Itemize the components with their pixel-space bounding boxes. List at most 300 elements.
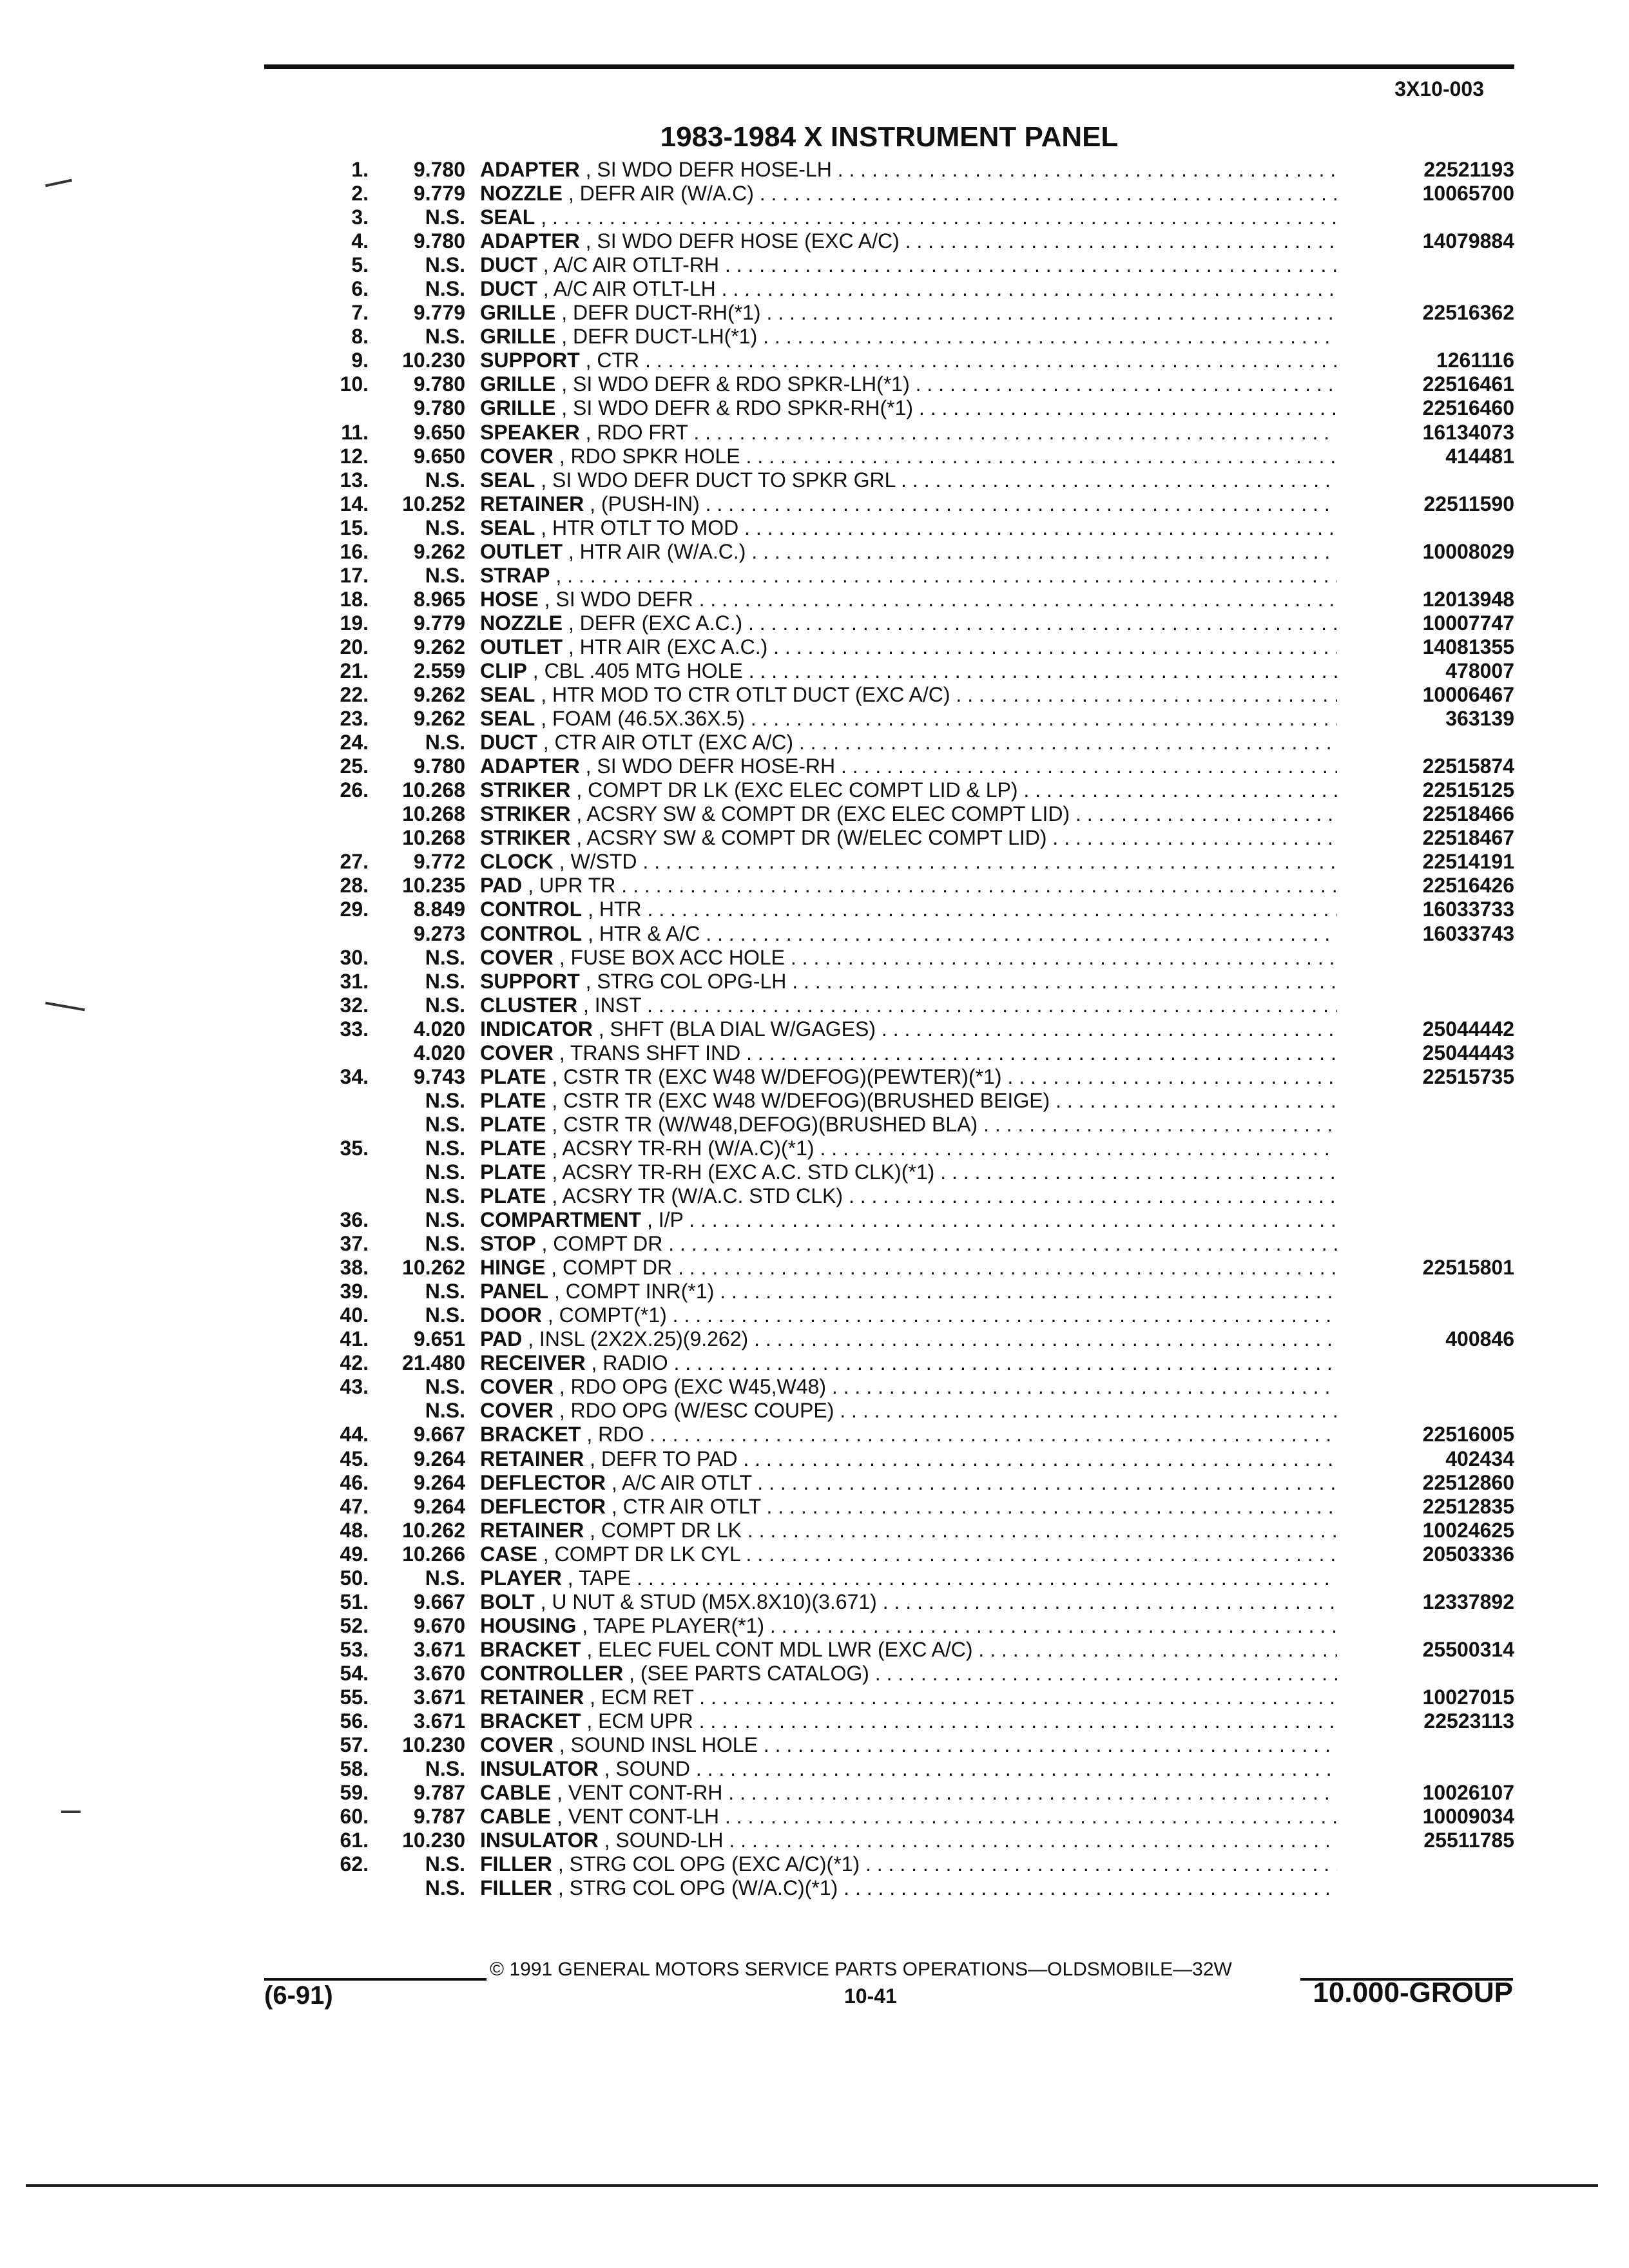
part-name: PLATE [480, 1064, 546, 1088]
part-detail: CTR [597, 349, 640, 372]
part-description [480, 445, 1337, 468]
part-detail: SOUND [615, 1757, 690, 1781]
part-description [480, 1351, 1337, 1375]
item-number: 4. [351, 229, 369, 253]
part-name: RETAINER [480, 492, 584, 515]
part-description [480, 946, 1337, 970]
group-number: 9.670 [413, 1613, 465, 1637]
item-number: 11. [341, 420, 369, 444]
item-number: 15. [340, 515, 369, 539]
group-number: 4.020 [413, 1017, 465, 1041]
name-separator: , [577, 993, 595, 1017]
part-description [480, 1256, 1337, 1280]
item-number: 14. [340, 492, 369, 515]
name-separator: , [584, 492, 601, 515]
part-detail: CTR AIR OTLT [622, 1494, 761, 1518]
name-separator: , [553, 1399, 571, 1423]
part-name: BRACKET [480, 1423, 581, 1446]
group-number: 10.262 [402, 1256, 465, 1280]
part-name: STOP [480, 1232, 536, 1256]
parts-row [322, 922, 1521, 946]
part-detail: CSTR TR (EXC W48 W/DEFOG)(PEWTER)(*1) [563, 1064, 1002, 1088]
part-name: COVER [480, 444, 554, 468]
name-separator: , [582, 921, 599, 945]
name-separator: , [579, 229, 597, 253]
part-name: HINGE [480, 1256, 546, 1280]
group-number: N.S. [425, 206, 465, 229]
item-number: 16. [340, 539, 369, 563]
parts-row [322, 946, 1521, 970]
group-number: 9.262 [413, 635, 465, 658]
part-detail: ACSRY SW & COMPT DR (EXC ELEC COMPT LID) [586, 802, 1070, 826]
part-name: PANEL [480, 1280, 549, 1303]
group-number: N.S. [425, 969, 465, 993]
part-description [480, 1208, 1337, 1232]
part-name: GRILLE [480, 372, 556, 396]
parts-row [322, 1876, 1521, 1900]
part-detail: COMPT DR LK (EXC ELEC COMPT LID & LP) [588, 778, 1018, 802]
part-description [480, 970, 1337, 994]
item-number: 8. [351, 325, 369, 349]
item-number: 21. [340, 658, 369, 682]
name-separator: , [555, 301, 573, 325]
group-number: N.S. [425, 515, 465, 539]
group-number: N.S. [425, 325, 465, 349]
part-description [480, 1805, 1337, 1829]
group-number: 8.849 [413, 898, 465, 921]
part-detail: COMPT DR [553, 1232, 663, 1256]
part-name: COMPARTMENT [480, 1208, 642, 1232]
parts-row [322, 659, 1521, 683]
group-number: 21.480 [402, 1351, 465, 1375]
part-name: ADAPTER [480, 754, 580, 778]
part-detail: ACSRY TR-RH (W/A.C)(*1) [562, 1136, 815, 1160]
name-separator: , [535, 683, 553, 707]
part-detail: RDO OPG (W/ESC COUPE) [570, 1399, 834, 1423]
part-detail: SI WDO DEFR HOSE (EXC A/C) [597, 229, 900, 253]
part-number: 25500314 [1422, 1637, 1514, 1661]
part-detail: DEFR DUCT-LH(*1) [573, 325, 758, 349]
part-number: 22518467 [1422, 826, 1514, 850]
item-number: 9. [351, 349, 369, 372]
item-number: 31. [340, 969, 369, 993]
group-number: 4.020 [413, 1041, 465, 1064]
item-number: 45. [340, 1446, 369, 1470]
part-name: CABLE [480, 1805, 552, 1829]
part-name: INSULATOR [480, 1829, 599, 1852]
part-description [480, 1303, 1337, 1327]
parts-row [322, 1495, 1521, 1519]
name-separator: , [641, 1208, 659, 1232]
group-number: 9.667 [413, 1590, 465, 1613]
page-title: 1983-1984 X INSTRUMENT PANEL [660, 121, 1119, 153]
part-description [480, 540, 1337, 564]
part-detail: CBL .405 MTG HOLE [544, 658, 743, 682]
name-separator: , [537, 1542, 555, 1566]
name-separator: , [592, 1017, 610, 1041]
group-number: 9.262 [413, 539, 465, 563]
item-number: 44. [340, 1423, 369, 1446]
part-detail: U NUT & STUD (M5X.8X10)(3.671) [552, 1590, 877, 1613]
name-separator: , [553, 1375, 571, 1399]
part-number: 22515874 [1422, 754, 1514, 778]
part-description [480, 1017, 1337, 1041]
parts-row [322, 635, 1521, 659]
part-description [480, 1471, 1337, 1495]
parts-row [322, 1327, 1521, 1351]
part-description [480, 1542, 1337, 1566]
part-description [480, 372, 1337, 396]
item-number: 57. [340, 1733, 369, 1757]
item-number: 2. [351, 182, 369, 206]
name-separator: , [538, 587, 556, 611]
item-number: 5. [351, 253, 369, 277]
part-detail: DEFR TO PAD [601, 1446, 738, 1470]
name-separator: , [550, 563, 568, 587]
name-separator: , [553, 444, 571, 468]
group-number: 9.264 [413, 1494, 465, 1518]
name-separator: , [548, 1280, 566, 1303]
item-number: 7. [351, 301, 369, 325]
part-name: COVER [480, 1399, 554, 1423]
name-separator: , [570, 778, 588, 802]
part-number: 22512860 [1422, 1470, 1514, 1494]
part-name: RECEIVER [480, 1351, 586, 1375]
part-description [480, 468, 1337, 492]
parts-row [322, 372, 1521, 396]
name-separator: , [581, 1637, 599, 1661]
part-name: STRAP [480, 563, 550, 587]
part-detail: TAPE PLAYER(*1) [593, 1613, 764, 1637]
name-separator: , [546, 1112, 564, 1136]
part-name: RETAINER [480, 1518, 584, 1542]
item-number: 34. [340, 1064, 369, 1088]
parts-row [322, 994, 1521, 1017]
part-number: 22511590 [1423, 492, 1514, 515]
parts-row [322, 206, 1521, 229]
name-separator: , [561, 1566, 579, 1590]
part-description [480, 1519, 1337, 1542]
item-number: 41. [340, 1327, 369, 1351]
part-name: DUCT [480, 253, 537, 277]
name-separator: , [526, 658, 545, 682]
part-detail: RADIO [602, 1351, 668, 1375]
part-name: CLOCK [480, 850, 554, 874]
part-detail: TAPE [578, 1566, 631, 1590]
parts-row [322, 564, 1521, 588]
part-description [480, 229, 1337, 253]
part-detail: SI WDO DEFR HOSE-LH [597, 158, 832, 181]
group-number: N.S. [425, 1112, 465, 1136]
revision-date: (6-91) [264, 1981, 333, 2010]
group-number: 3.670 [413, 1661, 465, 1685]
part-name: SPEAKER [480, 420, 580, 444]
group-number: 9.262 [413, 683, 465, 707]
part-detail: COMPT(*1) [559, 1303, 667, 1327]
parts-row [322, 1614, 1521, 1638]
part-name: COVER [480, 1733, 554, 1757]
item-number: 12. [340, 444, 369, 468]
part-number: 402434 [1445, 1446, 1514, 1470]
part-description [480, 1137, 1337, 1160]
name-separator: , [553, 945, 571, 969]
parts-row [322, 1017, 1521, 1041]
parts-row [322, 229, 1521, 253]
parts-row [322, 970, 1521, 994]
part-name: STRIKER [480, 778, 571, 802]
part-description [480, 301, 1337, 325]
item-number: 50. [340, 1566, 369, 1590]
part-description [480, 1495, 1337, 1519]
part-description [480, 1184, 1337, 1208]
name-separator: , [570, 802, 587, 826]
name-separator: , [522, 1327, 539, 1351]
part-detail: SI WDO DEFR HOSE-RH [597, 754, 836, 778]
group-number: N.S. [425, 253, 465, 277]
part-name: PLAYER [480, 1566, 562, 1590]
group-number: N.S. [425, 1876, 465, 1900]
item-number: 49. [340, 1542, 369, 1566]
part-description [480, 1781, 1337, 1805]
group-number: N.S. [425, 1757, 465, 1781]
parts-row [322, 1590, 1521, 1614]
parts-row [322, 1542, 1521, 1566]
item-number: 39. [340, 1280, 369, 1303]
part-description [480, 1566, 1337, 1590]
part-name: DUCT [480, 731, 537, 754]
part-name: PLATE [480, 1112, 546, 1136]
name-separator: , [537, 253, 554, 277]
part-number: 363139 [1445, 707, 1514, 731]
margin-mark [61, 1811, 81, 1813]
group-number: 10.262 [402, 1518, 465, 1542]
parts-row [322, 1757, 1521, 1781]
item-number: 55. [340, 1686, 369, 1709]
name-separator: , [579, 349, 597, 372]
parts-row [322, 1662, 1521, 1686]
part-description [480, 396, 1337, 420]
parts-row [322, 1519, 1521, 1542]
group-number: 3.671 [413, 1637, 465, 1661]
part-detail: ECM RET [601, 1686, 694, 1709]
item-number: 24. [340, 731, 369, 754]
parts-row [322, 468, 1521, 492]
item-number: 51. [340, 1590, 369, 1613]
part-name: DEFLECTOR [480, 1470, 606, 1494]
name-separator: , [551, 1781, 568, 1805]
parts-row [322, 1137, 1521, 1160]
item-number: 54. [340, 1661, 369, 1685]
part-name: SUPPORT [480, 349, 580, 372]
part-name: SEAL [480, 468, 535, 492]
parts-row [322, 778, 1521, 802]
part-number: 22523113 [1423, 1709, 1514, 1733]
part-description [480, 421, 1337, 445]
part-name: SEAL [480, 707, 535, 731]
part-number: 10027015 [1422, 1686, 1514, 1709]
name-separator: , [581, 1423, 599, 1446]
copyright-notice: © 1991 GENERAL MOTORS SERVICE PARTS OPERATIONS—OLDSMOBILE—32W [490, 1959, 1232, 1980]
parts-row [322, 707, 1521, 731]
group-number: 10.268 [402, 826, 465, 850]
part-detail: ELEC FUEL CONT MDL LWR (EXC A/C) [598, 1637, 973, 1661]
name-separator: , [579, 754, 597, 778]
group-number: 9.772 [413, 850, 465, 874]
parts-row [322, 1113, 1521, 1137]
group-number: N.S. [425, 731, 465, 754]
group-number: 9.667 [413, 1423, 465, 1446]
part-description [480, 826, 1337, 850]
part-detail: ACSRY SW & COMPT DR (W/ELEC COMPT LID) [586, 826, 1047, 850]
name-separator: , [562, 611, 580, 635]
name-separator: , [555, 372, 573, 396]
group-number: 9.651 [413, 1327, 465, 1351]
name-separator: , [552, 1852, 570, 1876]
part-number: 22516005 [1422, 1423, 1514, 1446]
parts-row [322, 802, 1521, 826]
part-number: 20503336 [1422, 1542, 1514, 1566]
name-separator: , [585, 1351, 603, 1375]
item-number: 47. [340, 1494, 369, 1518]
part-detail: RDO SPKR HOLE [570, 444, 740, 468]
parts-row [322, 421, 1521, 445]
part-detail: STRG COL OPG (EXC A/C)(*1) [569, 1852, 860, 1876]
item-number: 1. [351, 158, 369, 181]
part-description [480, 158, 1337, 182]
part-number: 14079884 [1422, 229, 1514, 253]
group-number: 8.965 [413, 587, 465, 611]
part-detail: INST [594, 993, 642, 1017]
name-separator: , [546, 1160, 563, 1184]
part-detail: SOUND INSL HOLE [570, 1733, 758, 1757]
part-detail: RDO [598, 1423, 644, 1446]
part-detail: CTR AIR OTLT (EXC A/C) [554, 731, 793, 754]
part-name: OUTLET [480, 539, 563, 563]
parts-row [322, 253, 1521, 277]
item-number: 53. [340, 1637, 369, 1661]
group-number: N.S. [425, 1303, 465, 1327]
part-name: CLUSTER [480, 993, 578, 1017]
part-number: 12337892 [1422, 1590, 1514, 1613]
item-number: 32. [340, 993, 369, 1017]
part-description [480, 1399, 1337, 1423]
part-detail: HTR [599, 898, 642, 921]
parts-row [322, 1733, 1521, 1757]
page-number: 10-41 [844, 1984, 897, 2008]
part-name: STRIKER [480, 826, 571, 850]
name-separator: , [553, 1041, 570, 1064]
part-detail: HTR & A/C [599, 921, 700, 945]
parts-row [322, 1208, 1521, 1232]
name-separator: , [553, 1733, 571, 1757]
item-number: 26. [340, 778, 369, 802]
part-description [480, 564, 1337, 588]
part-description [480, 1232, 1337, 1256]
group-number: N.S. [425, 1088, 465, 1112]
parts-row [322, 325, 1521, 349]
part-description [480, 1041, 1337, 1065]
part-number: 25511785 [1423, 1829, 1514, 1852]
part-description [480, 1686, 1337, 1709]
part-description [480, 659, 1337, 683]
name-separator: , [546, 1136, 563, 1160]
parts-row [322, 1375, 1521, 1399]
part-detail: SOUND-LH [615, 1829, 724, 1852]
parts-row [322, 1280, 1521, 1303]
name-separator: , [546, 1088, 564, 1112]
name-separator: , [542, 1303, 559, 1327]
part-name: HOSE [480, 587, 539, 611]
item-number: 3. [351, 206, 369, 229]
parts-list [322, 158, 1521, 1900]
item-number: 46. [340, 1470, 369, 1494]
margin-mark [45, 179, 72, 187]
part-description [480, 683, 1337, 707]
name-separator: , [537, 277, 554, 301]
group-number: N.S. [425, 1399, 465, 1423]
group-number: N.S. [425, 277, 465, 301]
part-number: 414481 [1445, 444, 1514, 468]
part-detail: STRG COL OPG (W/A.C)(*1) [569, 1876, 838, 1900]
parts-row [322, 826, 1521, 850]
item-number: 61. [340, 1829, 369, 1852]
parts-row [322, 874, 1521, 898]
parts-row [322, 445, 1521, 468]
part-description [480, 754, 1337, 778]
part-number: 22521193 [1423, 158, 1514, 181]
parts-row [322, 277, 1521, 301]
parts-row [322, 1781, 1521, 1805]
part-detail: DEFR (EXC A.C.) [579, 611, 743, 635]
group-number: N.S. [425, 1852, 465, 1876]
part-name: GRILLE [480, 396, 556, 420]
part-number: 25044443 [1422, 1041, 1514, 1064]
group-number: 9.779 [413, 301, 465, 325]
name-separator: , [535, 1232, 554, 1256]
name-separator: , [562, 539, 580, 563]
part-description [480, 182, 1337, 206]
part-detail: (PUSH-IN) [601, 492, 700, 515]
parts-row [322, 1065, 1521, 1089]
name-separator: , [552, 1876, 570, 1900]
part-detail: SI WDO DEFR & RDO SPKR-RH(*1) [573, 396, 914, 420]
group-number: 9.264 [413, 1470, 465, 1494]
group-number: 9.780 [413, 754, 465, 778]
parts-row [322, 1232, 1521, 1256]
name-separator: , [562, 635, 580, 658]
part-name: DEFLECTOR [480, 1494, 606, 1518]
part-name: SUPPORT [480, 969, 580, 993]
parts-row [322, 898, 1521, 921]
parts-row [322, 850, 1521, 874]
name-separator: , [562, 182, 580, 206]
part-name: OUTLET [480, 635, 563, 658]
part-name: COVER [480, 1041, 554, 1064]
part-description [480, 1662, 1337, 1686]
parts-row [322, 1471, 1521, 1495]
part-name: BRACKET [480, 1709, 581, 1733]
group-number: 10.268 [402, 778, 465, 802]
part-description [480, 1327, 1337, 1351]
group-number: 9.787 [413, 1781, 465, 1805]
part-description [480, 1852, 1337, 1876]
part-description [480, 277, 1337, 301]
part-name: DOOR [480, 1303, 542, 1327]
name-separator: , [584, 1686, 601, 1709]
part-name: CABLE [480, 1781, 552, 1805]
part-number: 478007 [1445, 658, 1514, 682]
group-number: N.S. [425, 945, 465, 969]
